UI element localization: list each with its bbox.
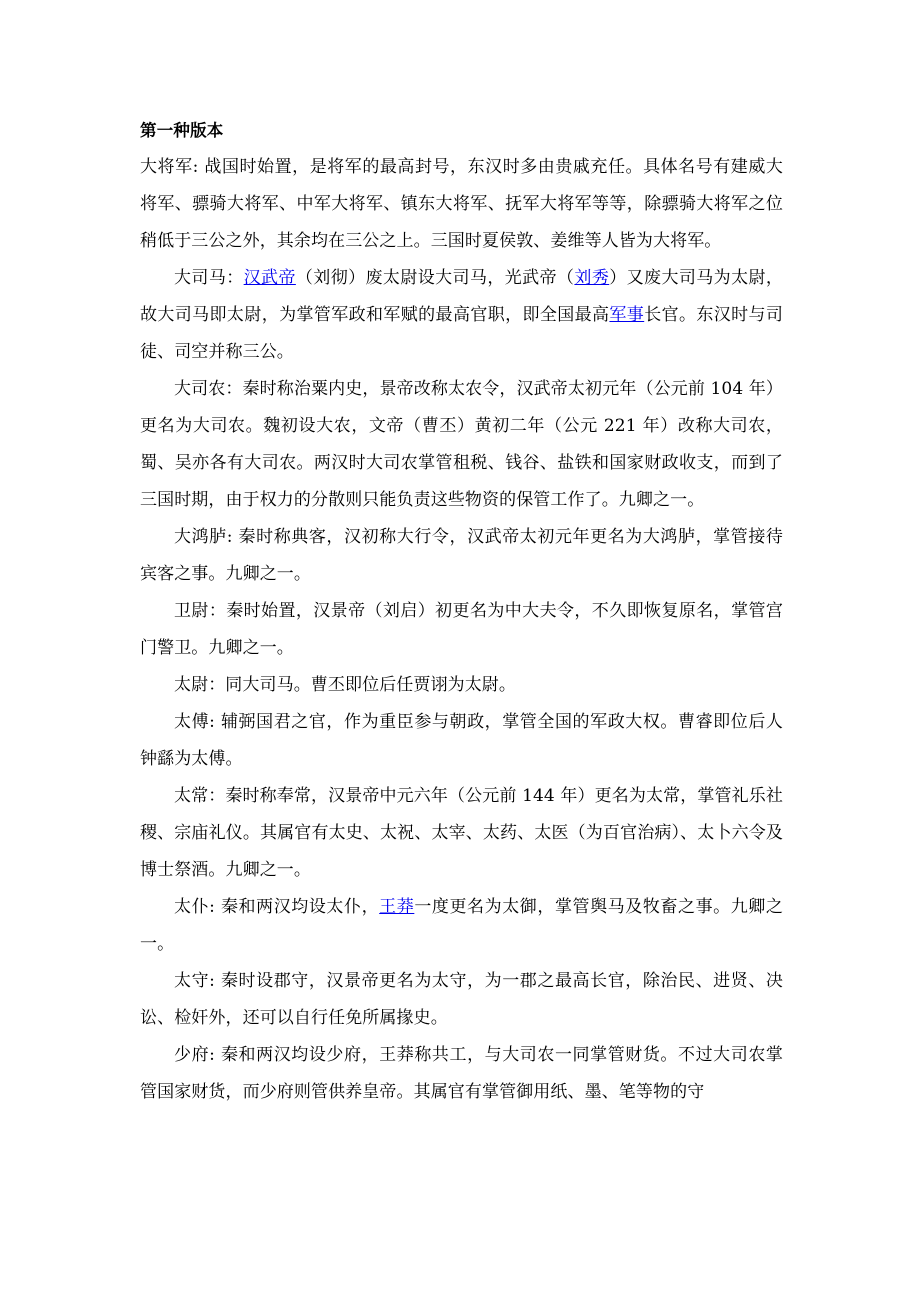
hyperlink-王莽[interactable]: 王莽: [379, 897, 415, 917]
text-run: 长官。东汉时与司徒、司空并称三公。: [140, 305, 784, 362]
paragraph-list: [140, 149, 783, 1111]
text-run: 大司马：: [174, 268, 244, 288]
page-title: 第一种版本: [140, 121, 224, 140]
paragraph-da-si-ma: [140, 260, 783, 371]
text-run: 太常：秦时称奉常，汉景帝中元六年（公元前 144 年）更名为太常，掌管礼乐社稷、宗庙礼仪。其属官有太史、太祝、太宰、太药、太医（为百官治病）、太卜六令及博士祭酒。九卿之一。: [140, 786, 783, 880]
document-body: [140, 112, 783, 1111]
paragraph-tai-chang: [140, 778, 783, 889]
text-run: 太尉：同大司马。曹丕即位后任贾诩为太尉。: [174, 675, 516, 695]
paragraph-tai-fu: [140, 704, 783, 778]
paragraph-shao-fu: [140, 1037, 783, 1111]
text-run: 太仆: 秦和两汉均设太仆，: [174, 897, 380, 917]
paragraph-da-hong-lu: [140, 519, 783, 593]
paragraph-tai-pu: [140, 889, 783, 963]
paragraph-wei-wei: [140, 593, 783, 667]
paragraph-tai-shou: [140, 963, 783, 1037]
hyperlink-刘秀[interactable]: 刘秀: [574, 268, 610, 288]
hyperlink-军事[interactable]: 军事: [609, 305, 645, 325]
paragraph-da-si-nong: [140, 371, 783, 519]
text-run: ）又废大司马为太尉，故大司马即太尉，为掌管军政和军赋的最高官职，即全国最高: [140, 268, 784, 325]
text-run: 太守: 秦时设郡守，汉景帝更名为太守，为一郡之最高长官，除治民、进贤、决讼、检奸外，还可以自行任免所属掾史。: [140, 971, 783, 1028]
text-run: 大将军: 战国时始置，是将军的最高封号，东汉时多由贵戚充任。具体名号有建威大将军、骠骑大将军、中军大将军、镇东大将军、抚军大将军等等，除骠骑大将军之位稍低于三公之外，其余均在三公之上。三国时夏侯敦、姜维等人皆为大将军。: [140, 157, 783, 251]
text-run: 大司农：秦时称治粟内史，景帝改称太农令，汉武帝太初元年（公元前 104 年）更名为大司农。魏初设大农，文帝（曹丕）黄初二年（公元 221 年）改称大司农，蜀、吴亦各有大司农。两汉时大司农掌管租税、钱谷、盐铁和国家财政收支，而到了三国时期，由于权力的分散则只能负责这些物资的保管工作了。九卿之一。: [140, 379, 783, 510]
text-run: 卫尉：秦时始置，汉景帝（刘启）初更名为中大夫令，不久即恢复原名，掌管宫门警卫。九卿之一。: [140, 601, 783, 658]
hyperlink-汉武帝[interactable]: 汉武帝: [243, 268, 296, 288]
paragraph-da-jiang-jun: [140, 149, 783, 260]
text-run: 大鸿胪: 秦时称典客，汉初称大行令，汉武帝太初元年更名为大鸿胪，掌管接待宾客之事。九卿之一。: [140, 527, 783, 584]
text-run: （刘彻）废太尉设大司马，光武帝（: [295, 268, 575, 288]
text-run: 少府: 秦和两汉均设少府，王莽称共工，与大司农一同掌管财货。不过大司农掌管国家财货，而少府则管供养皇帝。其属官有掌管御用纸、墨、笔等物的守: [140, 1045, 783, 1102]
paragraph-tai-wei: [140, 667, 783, 704]
text-run: 一度更名为太御，掌管舆马及牧畜之事。九卿之一。: [140, 897, 783, 954]
text-run: 太傅: 辅弼国君之官，作为重臣参与朝政，掌管全国的军政大权。曹睿即位后人钟繇为太傅。: [140, 712, 783, 769]
